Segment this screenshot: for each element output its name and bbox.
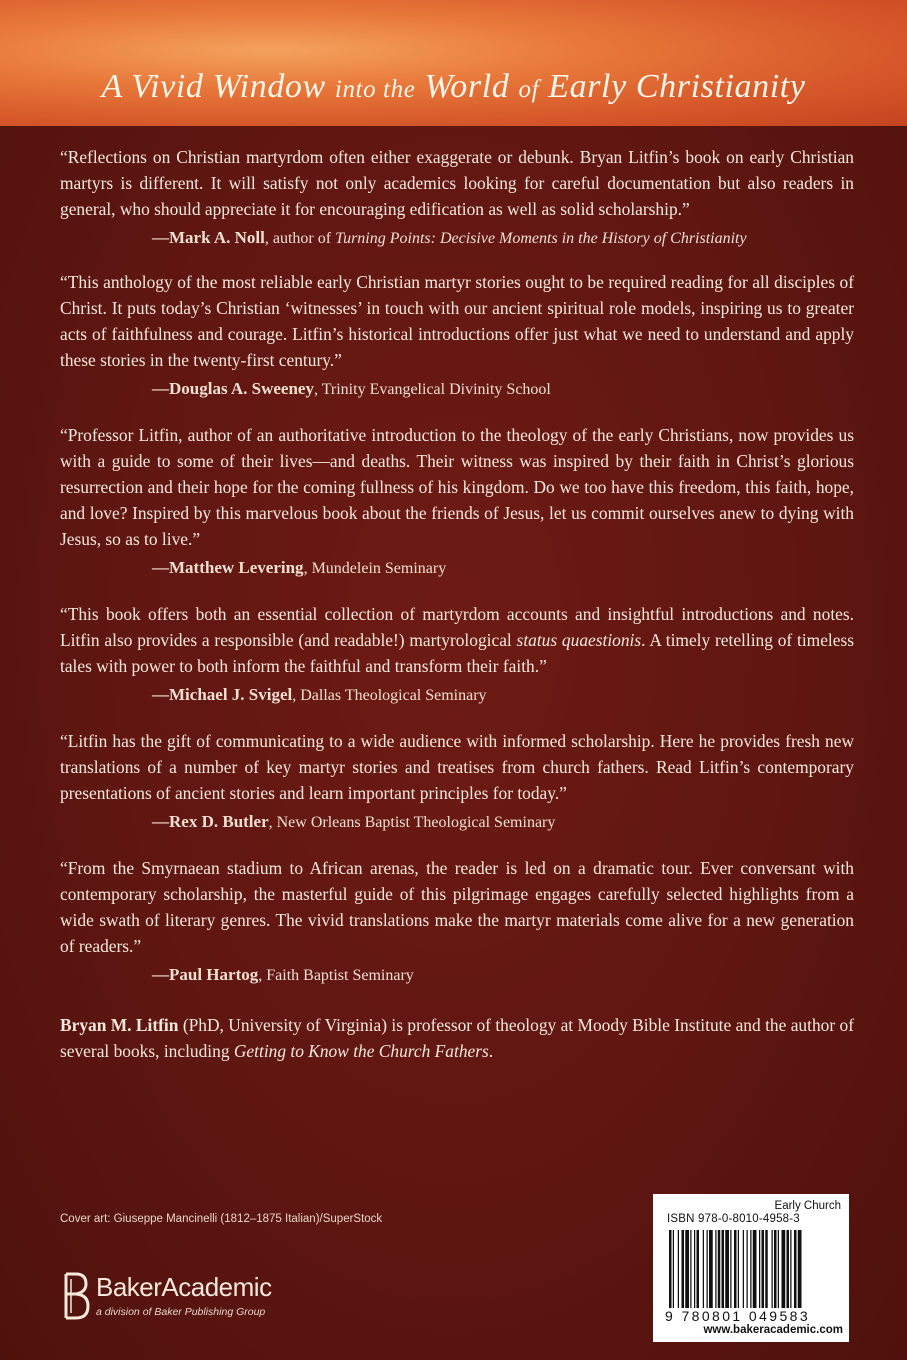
- endorsement-attribution: [152, 226, 854, 251]
- endorsement-text: “Professor Litfin, author of an authoritative introduction to the theology of the early Christians, now provides us with a guide to some of their lives—and deaths. Their witness was inspired by their faith in Christ’s glorious resurrection and their hope for the coming fullness of his kingdom. Do we too have this freedom, this faith, hope, and love? Inspired by this marvelous book about the friends of Jesus, let us commit ourselves anew to dying with Jesus, so as to live.”: [60, 425, 854, 549]
- endorsement-text: [60, 601, 854, 679]
- endorser-affiliation: , Mundelein Seminary: [303, 560, 447, 577]
- endorsement-text-part: . A timely retelling of timeless tales with power to both inform the faithful and transform their faith.”: [60, 630, 854, 676]
- author-name: Bryan M. Litfin: [60, 1015, 179, 1035]
- endorsement-attribution: [152, 810, 854, 835]
- endorser-affiliation: , Trinity Evangelical Divinity School: [313, 381, 551, 398]
- endorsement-text-italic: status quaestionis: [516, 630, 642, 650]
- publisher-subtitle: a division of Baker Publishing Group: [96, 1306, 266, 1318]
- endorsement-text-part: “This book offers both an essential collection of martyrdom accounts and insightful introductions and notes. Litfin also provides a responsible (and readable!) martyrological: [60, 604, 854, 650]
- endorser-name: —Michael J. Svigel: [152, 685, 293, 704]
- endorser-name: —Paul Hartog: [152, 965, 259, 984]
- endorsement-attribution: [152, 963, 854, 988]
- endorser-name: —Douglas A. Sweeney: [152, 379, 314, 398]
- book-category: Early Church: [774, 1200, 841, 1212]
- banner-title: [0, 68, 907, 106]
- endorser-name: —Rex D. Butler: [152, 812, 269, 831]
- banner-title-part: World: [415, 68, 519, 105]
- barcode-panel: [653, 1194, 849, 1342]
- endorser-name: —Mark A. Noll: [152, 228, 265, 247]
- endorser-name: —Matthew Levering: [152, 558, 304, 577]
- endorsement: [60, 422, 854, 581]
- publisher-name: BakerAcademic: [96, 1272, 272, 1302]
- banner-title-part: of: [518, 76, 540, 103]
- endorsement: [60, 144, 854, 251]
- endorsement-attribution: [152, 377, 854, 402]
- endorsement-text: “Reflections on Christian martyrdom often either exaggerate or debunk. Bryan Litfin’s book on early Christian martyrs is different. It will satisfy not only academics looking for careful documentation but also readers in general, who should appreciate it for encouraging edification as well as solid scholarship.”: [60, 147, 854, 219]
- author-bio: [60, 1012, 854, 1064]
- baker-b-icon: [60, 1268, 96, 1324]
- banner-title-part: A Vivid Window: [101, 68, 335, 105]
- endorsement: [60, 728, 854, 835]
- endorsement: [60, 269, 854, 402]
- endorser-book-title: Turning Points: Decisive Moments in the History of Christianity: [335, 230, 747, 247]
- banner-title-part: into the: [334, 76, 416, 103]
- barcode-digits: 9 780801 049583: [665, 1308, 810, 1324]
- publisher-url: www.bakeracademic.com: [703, 1324, 843, 1336]
- endorsements: [60, 144, 854, 1064]
- endorsement: [60, 601, 854, 708]
- endorsement-text: “From the Smyrnaean stadium to African arenas, the reader is led on a dramatic tour. Ever conversant with contemporary scholarship, the masterful guide of this pilgrimage engages carefully selected highlights from a wide swath of literary genres. The vivid translations make the martyr materials come alive for a new generation of readers.”: [60, 858, 854, 956]
- endorsement-text: “Litfin has the gift of communicating to a wide audience with informed scholarship. Here he provides fresh new translations of a number of key martyr stories and treatises from church fathers. Read Litfin’s contemporary presentations of ancient stories and learn important principles for today.”: [60, 731, 854, 803]
- title-banner: [0, 0, 907, 126]
- endorser-affiliation: , Faith Baptist Seminary: [258, 967, 414, 984]
- endorser-affiliation: , Dallas Theological Seminary: [292, 687, 487, 704]
- author-bio-text: [60, 1012, 854, 1064]
- publisher-logo: [60, 1268, 360, 1328]
- endorsement-attribution: [152, 556, 854, 581]
- banner-title-part: Early Christianity: [539, 68, 806, 105]
- author-bio-part: .: [488, 1041, 494, 1061]
- author-bio-part: (PhD, University of Virginia) is professor of theology at Moody Bible Institute and the author of several books, including: [60, 1015, 855, 1061]
- endorser-affiliation: , author of: [264, 230, 336, 247]
- endorsement: [60, 855, 854, 988]
- isbn-label: ISBN 978-0-8010-4958-3: [667, 1213, 800, 1225]
- endorsement-text: “This anthology of the most reliable early Christian martyr stories ought to be required reading for all disciples of Christ. It puts today’s Christian ‘witnesses’ in touch with our ancient spiritual role models, inspiring us to greater acts of faithfulness and courage. Litfin’s historical introductions offer just what we need to understand and apply these stories in the twenty-first century.”: [60, 272, 854, 370]
- endorsement-attribution: [152, 683, 854, 708]
- endorser-affiliation: , New Orleans Baptist Theological Seminary: [268, 814, 556, 831]
- barcode-icon: [667, 1230, 839, 1310]
- cover-art-credit: Cover art: Giuseppe Mancinelli (1812–1875 Italian)/SuperStock: [60, 1213, 383, 1225]
- author-book-title: Getting to Know the Church Fathers: [233, 1041, 489, 1061]
